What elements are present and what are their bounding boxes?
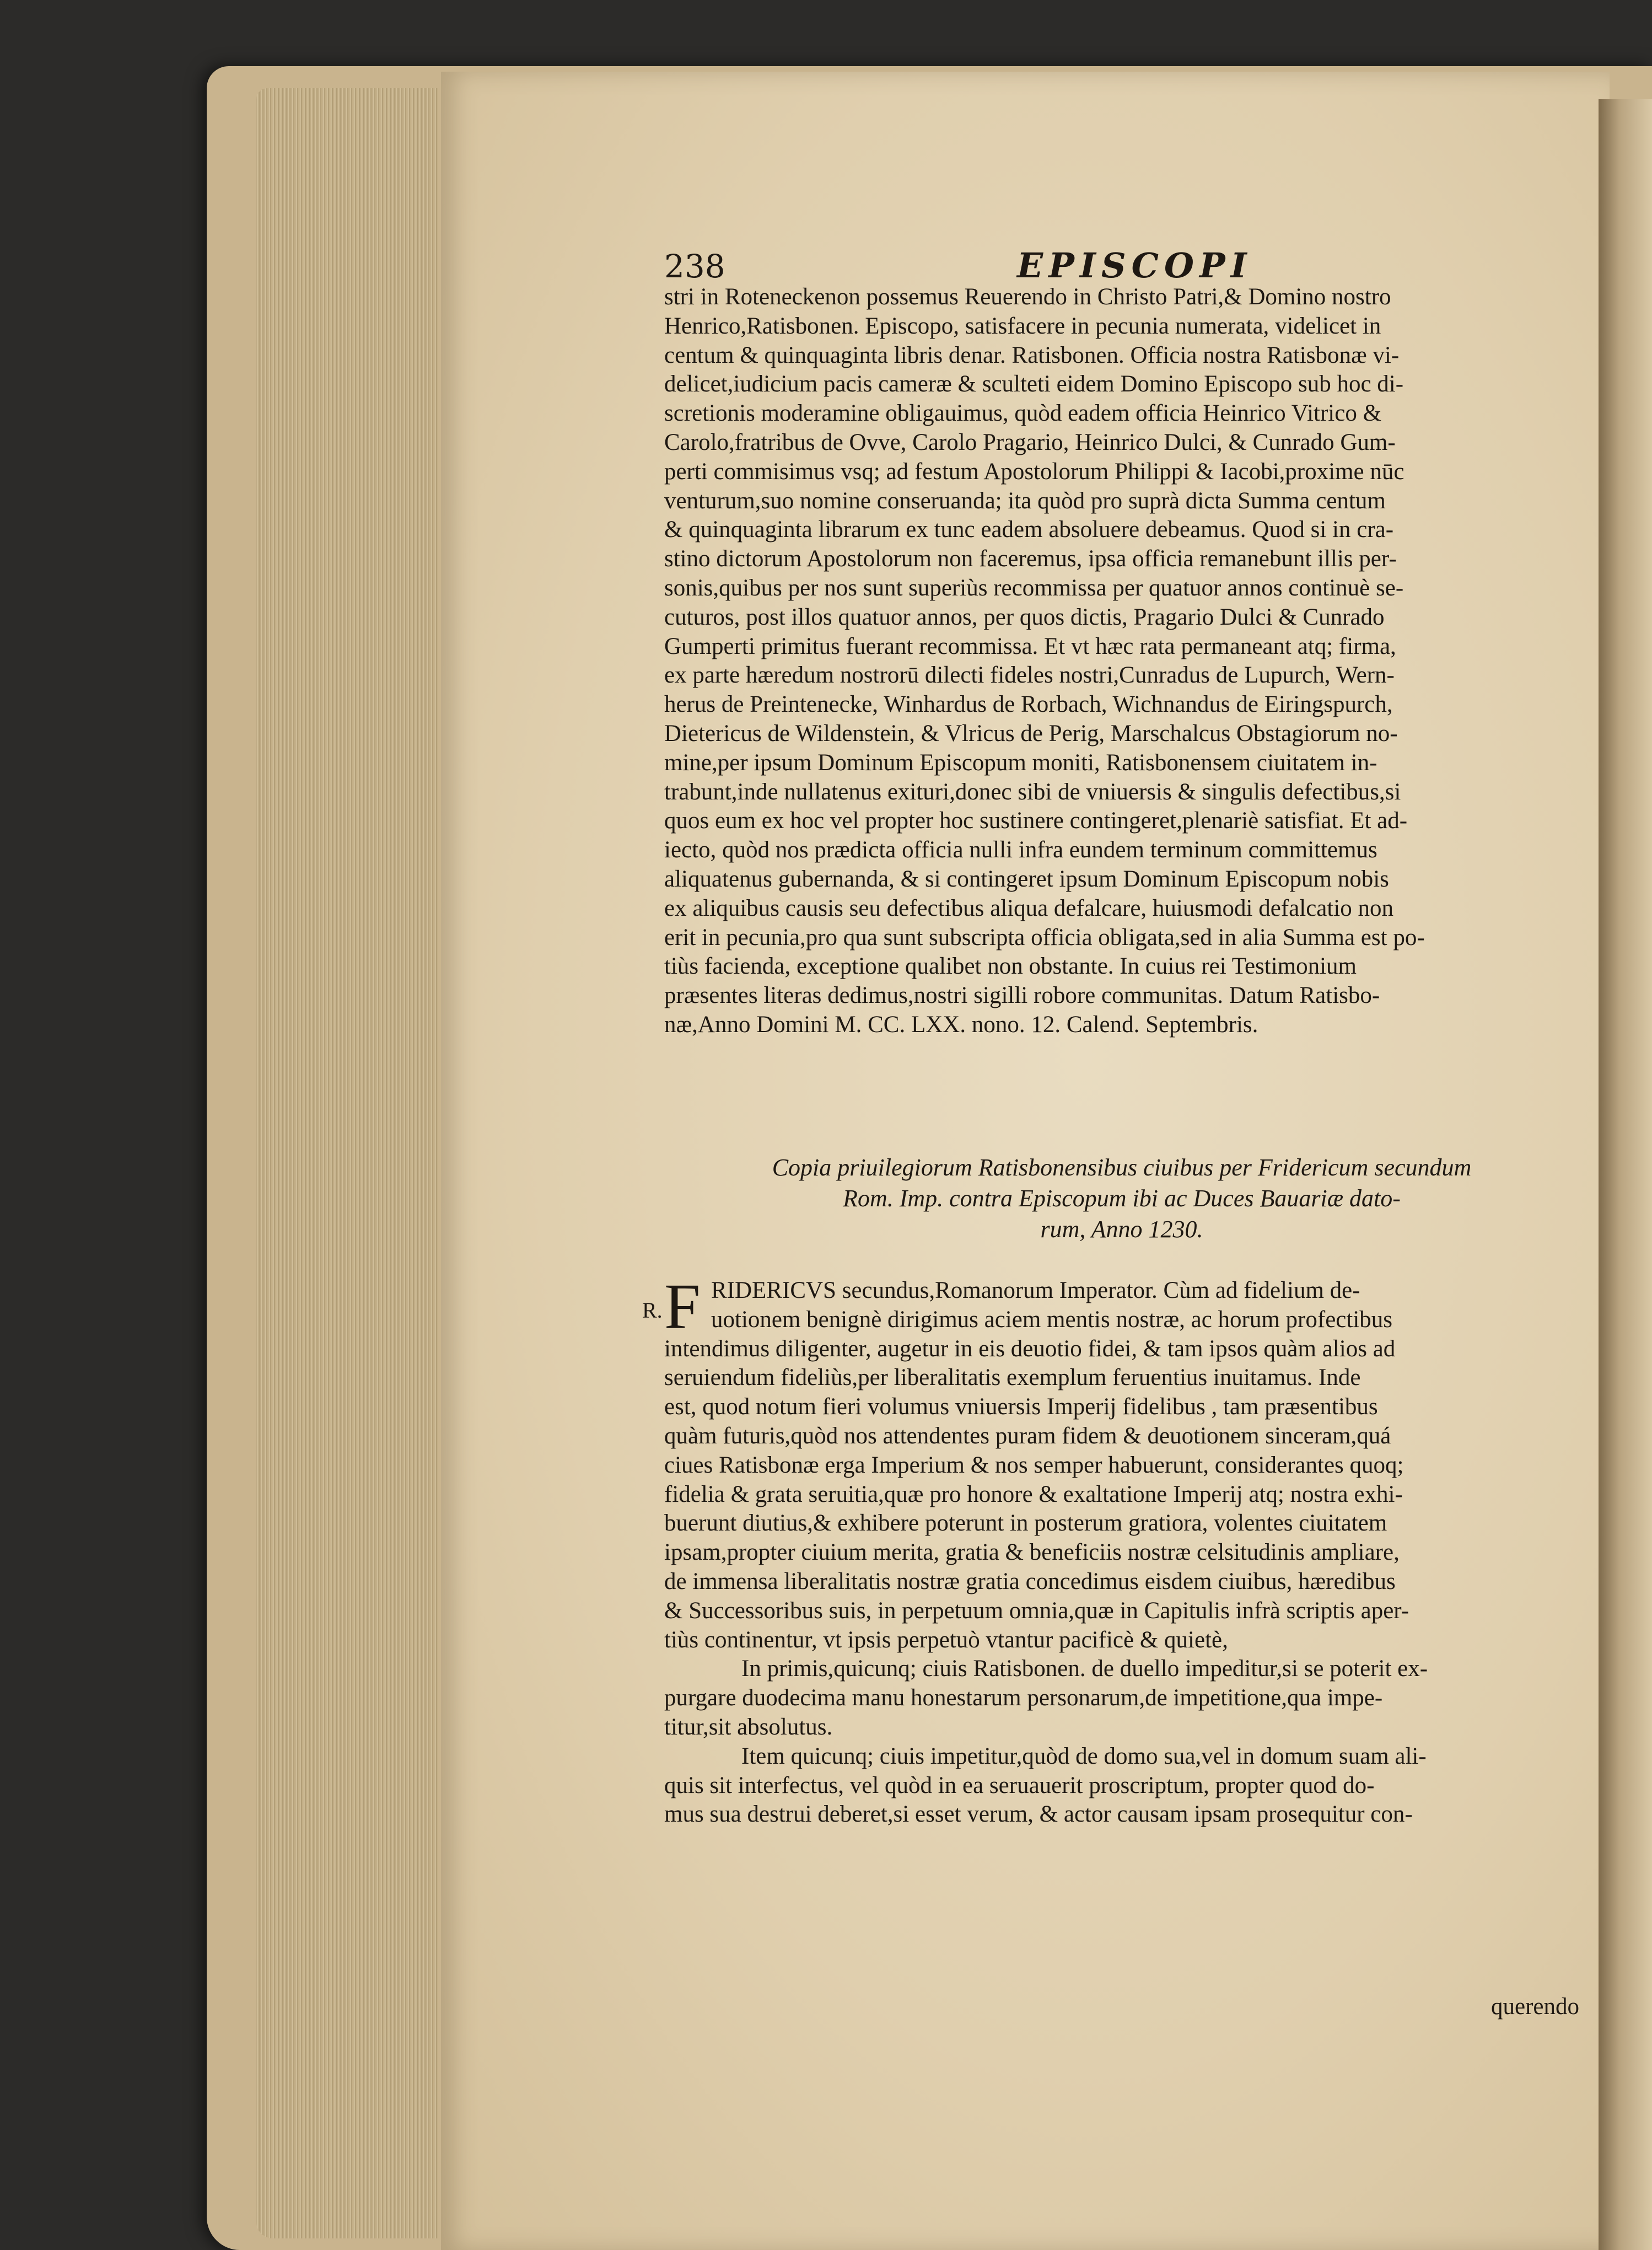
text-line: Gumperti primitus fuerant recommissa. Et vt hæc rata permaneant atq; firma, (664, 633, 1396, 659)
text-line: quàm futuris,quòd nos attendentes puram fidem & deuotionem sinceram,quá (664, 1422, 1391, 1449)
text-line: mus sua destrui deberet,si esset verum, & actor causam ipsam prosequitur con- (664, 1801, 1413, 1828)
text-line: titur,sit absolutus. (664, 1714, 833, 1740)
body-text (664, 283, 1579, 1040)
text-line: de immensa liberalitatis nostræ gratia concedimus eisdem ciuibus, hæredibus (664, 1568, 1396, 1594)
text-line: stino dictorum Apostolorum non faceremus, ipsa officia remanebunt illis per- (664, 546, 1397, 572)
text-line: quis sit interfectus, vel quòd in ea seruauerit proscriptum, propter quod do- (664, 1772, 1375, 1798)
section-heading (664, 1152, 1579, 1245)
text-line: buerunt diutius,& exhibere poterunt in posterum gratiora, volentes ciuitatem (664, 1510, 1387, 1537)
text-line: centum & quinquaginta libris denar. Ratisbonen. Officia nostra Ratisbonæ vi- (664, 342, 1400, 368)
text-line: sonis,quibus per nos sunt superiùs recommissa per quatuor annos continuè se- (664, 574, 1404, 601)
text-line: In primis,quicunq; ciuis Ratisbonen. de duello impeditur,si se poterit ex- (741, 1656, 1428, 1682)
text-line: uotionem benignè dirigimus aciem mentis nostræ, ac horum profectibus (711, 1306, 1392, 1333)
text-line: næ,Anno Domini M. CC. LXX. nono. 12. Calend. Septembris. (664, 1011, 1258, 1038)
page-number: 238 (664, 248, 725, 285)
text-line: tiùs facienda, exceptione qualibet non obstante. In cuius rei Testimonium (664, 953, 1357, 980)
text-line: venturum,suo nomine conseruanda; ita quòd pro suprà dicta Summa centum (664, 487, 1386, 514)
text-line: & Successoribus suis, in perpetuum omnia,quæ in Capitulis infrà scriptis aper- (664, 1597, 1409, 1624)
text-line: stri in Roteneckenon possemus Reuerendo in Christo Patri,& Domino nostro (664, 284, 1391, 310)
page-edges (256, 88, 438, 2238)
heading-line: Copia priuilegiorum Ratisbonensibus ciuibus per Fridericum secundum (772, 1154, 1472, 1181)
text-line: ex parte hæredum nostrorū dilecti fideles nostri,Cunradus de Lupurch, Wern- (664, 662, 1395, 689)
text-line: mine,per ipsum Dominum Episcopum moniti, Ratisbonensem ciuitatem in- (664, 749, 1377, 776)
text-block (642, 245, 1579, 2153)
text-line: est, quod notum fieri volumus vniuersis Imperij fidelibus , tam præsentibus (664, 1394, 1378, 1420)
margin-mark: R. (642, 1298, 663, 1323)
text-line: Henrico,Ratisbonen. Episcopo, satisfacere in pecunia numerata, videlicet in (664, 313, 1381, 339)
running-head-title: EPISCOPI (1017, 245, 1252, 286)
heading-line: Rom. Imp. contra Episcopum ibi ac Duces Bauariæ dato- (843, 1185, 1401, 1212)
text-line: purgare duodecima manu honestarum personarum,de impetitione,qua impe- (664, 1685, 1383, 1711)
text-line: Dietericus de Wildenstein, & Vlricus de Perig, Marschalcus Obstagiorum no- (664, 720, 1398, 747)
text-line: fidelia & grata seruitia,quæ pro honore & exaltatione Imperij atq; nostra exhi- (664, 1481, 1403, 1507)
text-line: ciues Ratisbonæ erga Imperium & nos semper habuerunt, considerantes quoq; (664, 1452, 1404, 1478)
text-line: præsentes literas dedimus,nostri sigilli robore communitas. Datum Ratisbo- (664, 982, 1380, 1009)
text-line: Carolo,fratribus de Ovve, Carolo Pragario, Heinrico Dulci, & Cunrado Gum- (664, 429, 1396, 455)
text-line: tiùs continentur, vt ipsis perpetuò vtantur pacificè & quietè, (664, 1626, 1228, 1653)
main-text (664, 1270, 1579, 1829)
text-line: ipsam,propter ciuium merita, gratia & beneficiis nostræ celsitudinis ampliare, (664, 1539, 1400, 1566)
text-line: RIDERICVS secundus,Romanorum Imperator. Cùm ad fidelium de- (711, 1277, 1360, 1303)
text-line: trabunt,inde nullatenus exituri,donec sibi de vniuersis & singulis defectibus,si (664, 778, 1401, 805)
page-gutter (1599, 99, 1652, 2250)
text-line: aliquatenus gubernanda, & si contingeret ipsum Dominum Episcopum nobis (664, 866, 1389, 892)
running-head (664, 245, 1579, 284)
text-line: & quinquaginta librarum ex tunc eadem absoluere debeamus. Quod si in cra- (664, 517, 1394, 543)
text-line: herus de Preintenecke, Winhardus de Rorbach, Wichnandus de Eiringspurch, (664, 691, 1393, 718)
drop-cap: F (664, 1270, 701, 1343)
text-line: cuturos, post illos quatuor annos, per quos dictis, Pragario Dulci & Cunrado (664, 604, 1385, 630)
catchword: querendo (1491, 1994, 1579, 2020)
text-line: Item quicunq; ciuis impetitur,quòd de domo sua,vel in domum suam ali- (741, 1743, 1427, 1769)
text-line: ex aliquibus causis seu defectibus aliqua defalcare, huiusmodi defalcatio non (664, 895, 1394, 921)
text-line: perti commisimus vsq; ad festum Apostolorum Philippi & Iacobi,proxime nūc (664, 458, 1405, 485)
text-line: erit in pecunia,pro qua sunt subscripta officia obligata,sed in alia Summa est po- (664, 924, 1425, 951)
text-line: seruiendum fideliùs,per liberalitatis exemplum feruentius inuitamus. Inde (664, 1365, 1361, 1391)
text-line: quos eum ex hoc vel propter hoc sustinere contingeret,plenariè satisfiat. Et ad- (664, 808, 1408, 834)
text-line: scretionis moderamine obligauimus, quòd eadem officia Heinrico Vitrico & (664, 400, 1382, 427)
text-line: iecto, quòd nos prædicta officia nulli infra eundem terminum committemus (664, 837, 1377, 863)
text-line: intendimus diligenter, augetur in eis deuotio fidei, & tam ipsos quàm alios ad (664, 1335, 1396, 1362)
main-lines (664, 1270, 1579, 1829)
heading-line: rum, Anno 1230. (1040, 1216, 1203, 1243)
text-line: delicet,iudicium pacis cameræ & sculteti eidem Domino Episcopo sub hoc di- (664, 371, 1404, 398)
